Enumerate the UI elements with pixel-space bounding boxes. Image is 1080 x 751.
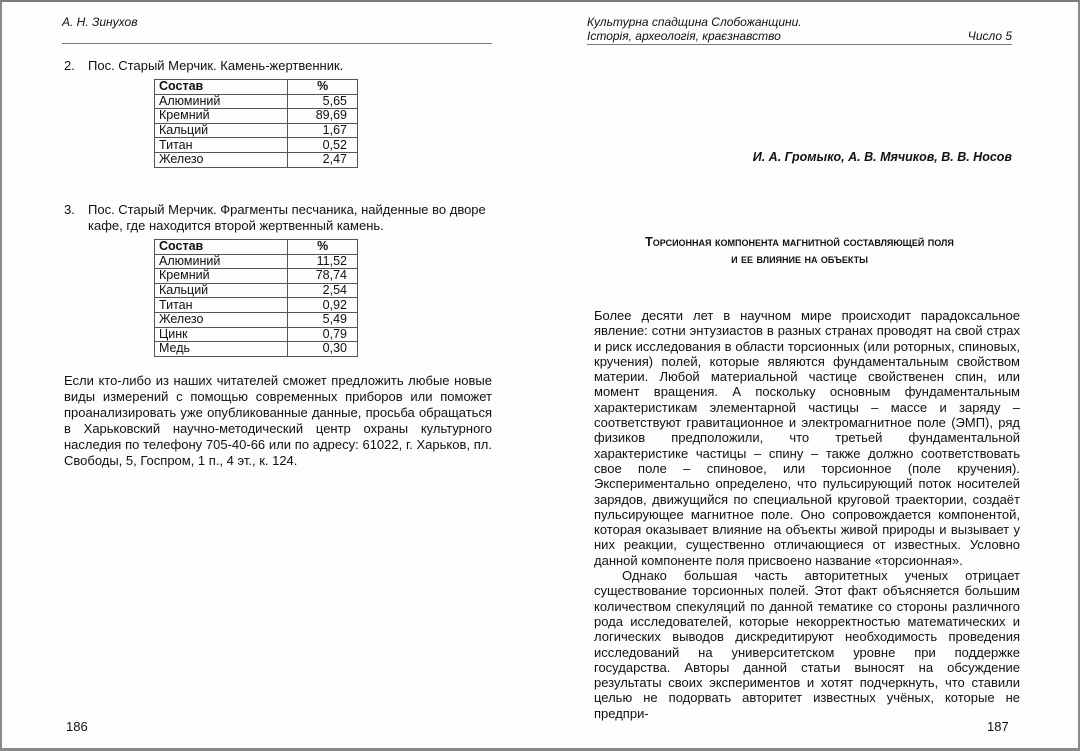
list-item-3	[64, 202, 492, 234]
table-row	[155, 298, 358, 313]
table-row	[155, 94, 358, 109]
running-head-right	[587, 15, 1012, 45]
element-name: Кремний	[155, 269, 288, 284]
composition-table-1	[154, 79, 358, 168]
page-number-right: 187	[987, 719, 1009, 734]
title-line-2: и ее влияние на объекты	[731, 252, 868, 266]
table-row	[155, 109, 358, 124]
page-number-left: 186	[66, 719, 88, 734]
element-name: Кальций	[155, 283, 288, 298]
article-body	[594, 308, 1020, 721]
table-row	[155, 138, 358, 153]
title-line-1: Торсионная компонента магнитной составляющей поля	[645, 235, 954, 249]
table-row	[155, 269, 358, 284]
element-name: Кремний	[155, 109, 288, 124]
element-percent: 5,49	[288, 312, 358, 327]
column-header: Состав	[155, 80, 288, 95]
left-page	[2, 2, 542, 751]
element-percent: 2,54	[288, 283, 358, 298]
article-authors: И. А. Громыко, А. В. Мячиков, В. В. Носов	[752, 150, 1012, 164]
element-name: Железо	[155, 312, 288, 327]
element-percent: 2,47	[288, 152, 358, 167]
element-percent: 1,67	[288, 123, 358, 138]
right-page	[542, 2, 1080, 751]
list-item-2	[64, 58, 492, 74]
contact-paragraph: Если кто-либо из наших читателей сможет предложить любые новые виды измерений с помощью современных приборов или поможет проанализировать уже опубликованные данные, просьба обращаться в Харьковский научно-методический центр охраны культурного наследия по телефону 705-40-66 или по адресу: 61022, г. Харьков, пл. Свободы, 5, Госпром, 1 п., 4 эт., к. 124.	[64, 373, 492, 468]
element-name: Титан	[155, 138, 288, 153]
table-row	[155, 283, 358, 298]
table-row	[155, 342, 358, 357]
table-row	[155, 254, 358, 269]
element-name: Титан	[155, 298, 288, 313]
element-name: Медь	[155, 342, 288, 357]
table-row	[155, 123, 358, 138]
element-name: Алюминий	[155, 94, 288, 109]
composition-table-2	[154, 239, 358, 357]
table-header-row	[155, 80, 358, 95]
element-percent: 78,74	[288, 269, 358, 284]
body-paragraph: Более десяти лет в научном мире происходит парадоксальное явление: сотни энтузиастов в разных странах проводят на свой страх и риск исследования в области торсионных (или роторных, спиновых, кручения) полей, которые являются фундаментальным свойством материи. Любой материальной частице свойственен спин, или момент вращения. А поскольку основным фундаментальным характеристикам элементарной частицы – массе и заряду – соответствуют гравитационное и электромагнитное поле (ЭМП), ряд физиков предположили, что третьей фундаментальной характеристике частицы – спину – также должно соответствовать свое поле – спиновое, или торсионное (поле кручения). Экспериментально определено, что пульсирующий поток носителей зарядов, движущийся по специальной круговой траектории, создаёт пульсирующее магнитное поле. Оно сопровождается компонентой, которая оказывает влияние на объекты живой природы и вызывает у них реакции, существенно отличающиеся от известных. Условно данной компоненте поля присвоено название «торсионная».	[594, 308, 1020, 568]
element-percent: 11,52	[288, 254, 358, 269]
element-percent: 0,92	[288, 298, 358, 313]
element-percent: 89,69	[288, 109, 358, 124]
element-name: Железо	[155, 152, 288, 167]
item-number: 2.	[64, 58, 75, 73]
journal-title: Культурна спадщина Слобожанщини.	[587, 15, 802, 29]
running-head-left: А. Н. Зинухов	[62, 15, 492, 44]
element-percent: 0,52	[288, 138, 358, 153]
issue-number: Число 5	[967, 29, 1012, 43]
column-header: %	[288, 240, 358, 255]
element-name: Цинк	[155, 327, 288, 342]
article-title	[587, 234, 1012, 268]
column-header: %	[288, 80, 358, 95]
element-name: Алюминий	[155, 254, 288, 269]
element-name: Кальций	[155, 123, 288, 138]
table-row	[155, 152, 358, 167]
table-row	[155, 327, 358, 342]
table-row	[155, 312, 358, 327]
element-percent: 0,30	[288, 342, 358, 357]
journal-subtitle: Історія, археологія, краєзнавство	[587, 29, 781, 43]
element-percent: 5,65	[288, 94, 358, 109]
column-header: Состав	[155, 240, 288, 255]
element-percent: 0,79	[288, 327, 358, 342]
table-header-row	[155, 240, 358, 255]
body-paragraph: Однако большая часть авторитетных ученых отрицает существование торсионных полей. Этот факт объясняется большим количеством спекуляций по данной тематике со стороны различного рода исследователей, которые некорректностью математических и логических выводов дискредитируют необходимость проведения исследований на университетском уровне при поддержке государства. Авторы данной статьи выносят на обсуждение результаты своих экспериментов и хотят подчеркнуть, что ставили целью не подорвать авторитет известных учёных, которые не предпри-	[594, 568, 1020, 721]
item-number: 3.	[64, 202, 75, 217]
item-text: Пос. Старый Мерчик. Камень-жертвенник.	[88, 58, 344, 73]
item-text: Пос. Старый Мерчик. Фрагменты песчаника, найденные во дворе кафе, где находится второй жертвенный камень.	[88, 202, 486, 233]
